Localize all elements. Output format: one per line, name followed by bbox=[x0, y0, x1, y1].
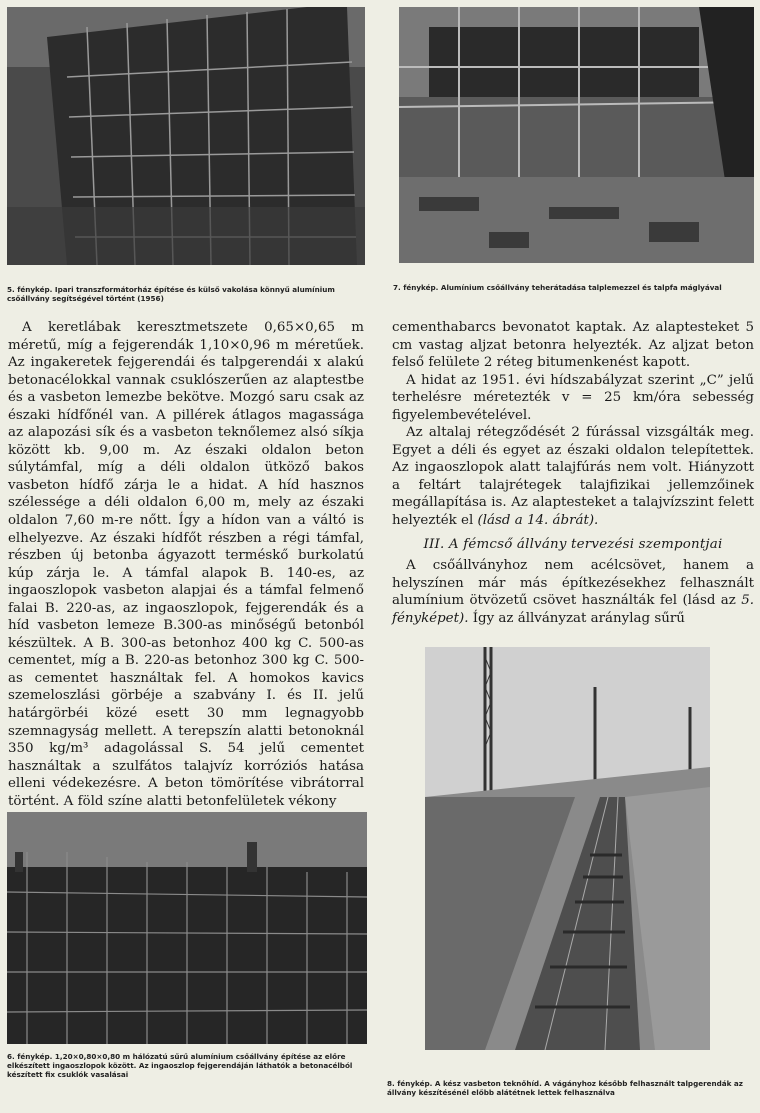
right-paragraph-3-text: Az altalaj rétegződését 2 fúrással vizsgálták meg. Egyet a déli és egyet az északi oldalon telepítettek. Az ingaoszlopok alatt talajfúrás nem volt. Hiányzott a feltárt talajrétegek talajfizikai jellemzőinek megállapítása is. Az alaptesteket a talajvízszint felett helyezték el bbox=[392, 425, 754, 529]
right-paragraph-1: cementhabarcs bevonatot kaptak. Az alaptesteket 5 cm vastag aljzat betonra helyezték. Az aljzat beton felső felülete 2 réteg bitumenkenést kapott. bbox=[392, 320, 754, 371]
right-paragraph-2: A hidat az 1951. évi hídszabályzat szerint „C” jelű terhelésre méretezték v = 25 km/óra sebesség figyelembevételével. bbox=[392, 372, 754, 423]
photo-6-scaffolding bbox=[7, 812, 367, 1044]
figure-8-number: 8. fénykép. bbox=[387, 1079, 433, 1088]
photo-5-transformer-house bbox=[7, 7, 365, 265]
section-heading: III. A fémcső állvány tervezési szempontjai bbox=[423, 536, 723, 552]
figure-7-caption bbox=[393, 283, 755, 292]
left-paragraph: A keretlábak keresztmetszete 0,65×0,65 m méretű, míg a fejgerendák 1,10×0,96 m méretűek. Az ingakeretek fejgerendái és talpgerendái x alakú betonacélokkal vannak csuklószerűen az alaptestbe és a vasbeton lemezbe bekötve. Mozgó saru csak az északi hídfőnél van. A pillérek átlagos magassága az alapozási sík és a vasbeton teknőlemez alsó síkja között kb. 9,00 m. Az északi oldalon beton súlytámfal, míg a déli oldalon ütköző bakos vasbeton hídfő zárja le a hidat. A híd hasznos szélessége a déli oldalon 6,00 m, mely az északi oldalon 7,60 m-re nőtt. Így a hídon van a váltó is elhelyezve. Az északi hídfőt részben a régi támfal, részben új betonba ágyazott terméskő burkolatú kúp zárja le. A támfal alapok B. 140-es, az ingaoszlopok vasbeton alapjai és a támfal felmenő falai B. 220-as, az ingaoszlopok, fejgerendák és a híd vasbeton lemeze B.300-as minőségű betonból készültek. A B. 300-as betonhoz 400 kg C. 500-as cementet, míg a B. 220-as betonhoz 300 kg C. 500-as cementet használtak fel. A homokos kavics szemeloszlási görbéje a szabvány I. és II. jelű határgörbéi közé esett 30 mm legnagyobb szemnagyság mellett. A terepszín alatti betonoknál 350 kg/m³ adagolással S. 54 jelű cementet használtak a szulfátos talajvíz korróziós hatása elleni védekezésre. A beton tömörítése vibrátorral történt. A föld színe alatti betonfelületek vékony bbox=[8, 320, 364, 809]
left-text-column bbox=[8, 319, 364, 810]
right-text-column bbox=[392, 319, 754, 627]
figure-5-text: Ipari transzformátorház építése és külső vakolása könnyű alumínium csőállvány segítségével történt (1956) bbox=[7, 285, 335, 303]
figure-5-number: 5. fénykép. bbox=[7, 285, 53, 294]
right-paragraph-4-tail: Így az állványzat aránylag sűrű bbox=[472, 610, 685, 626]
figure-5-caption bbox=[7, 285, 367, 303]
figure-7-number: 7. fénykép. bbox=[393, 283, 439, 292]
photo-5-reference: 5. fényképet). bbox=[392, 593, 754, 626]
figure-8-text: A kész vasbeton teknőhíd. A vágányhoz később felhasznált talpgerendák az állvány készítésénél előbb alátétnek lettek felhasználva bbox=[387, 1079, 743, 1097]
figure-14-reference: (lásd a 14. ábrát). bbox=[477, 513, 599, 529]
right-paragraph-4-text: A csőállványhoz nem acélcsövet, hanem a helyszínen már más építkezésekhez felhasznált alumínium ötvözetű csövet használták fel (lásd az bbox=[392, 558, 754, 609]
photo-7-support-detail bbox=[399, 7, 754, 263]
photo-8-finished-bridge bbox=[425, 647, 710, 1050]
figure-8-caption bbox=[387, 1079, 755, 1097]
figure-6-text: 1,20×0,80×0,80 m hálózatú sűrű alumínium csőállvány építése az előre elkészített ingaoszlopok között. Az ingaoszlop fejgerendáján láthatók a betonacélból készített fix csuklók vasalásai bbox=[7, 1052, 353, 1079]
figure-7-text: Alumínium csőállvány teherátadása talplemezzel és talpfa máglyával bbox=[440, 283, 722, 292]
right-paragraph-3 bbox=[392, 424, 754, 529]
right-paragraph-4 bbox=[392, 557, 754, 627]
figure-6-caption bbox=[7, 1052, 369, 1079]
figure-6-number: 6. fénykép. bbox=[7, 1052, 53, 1061]
